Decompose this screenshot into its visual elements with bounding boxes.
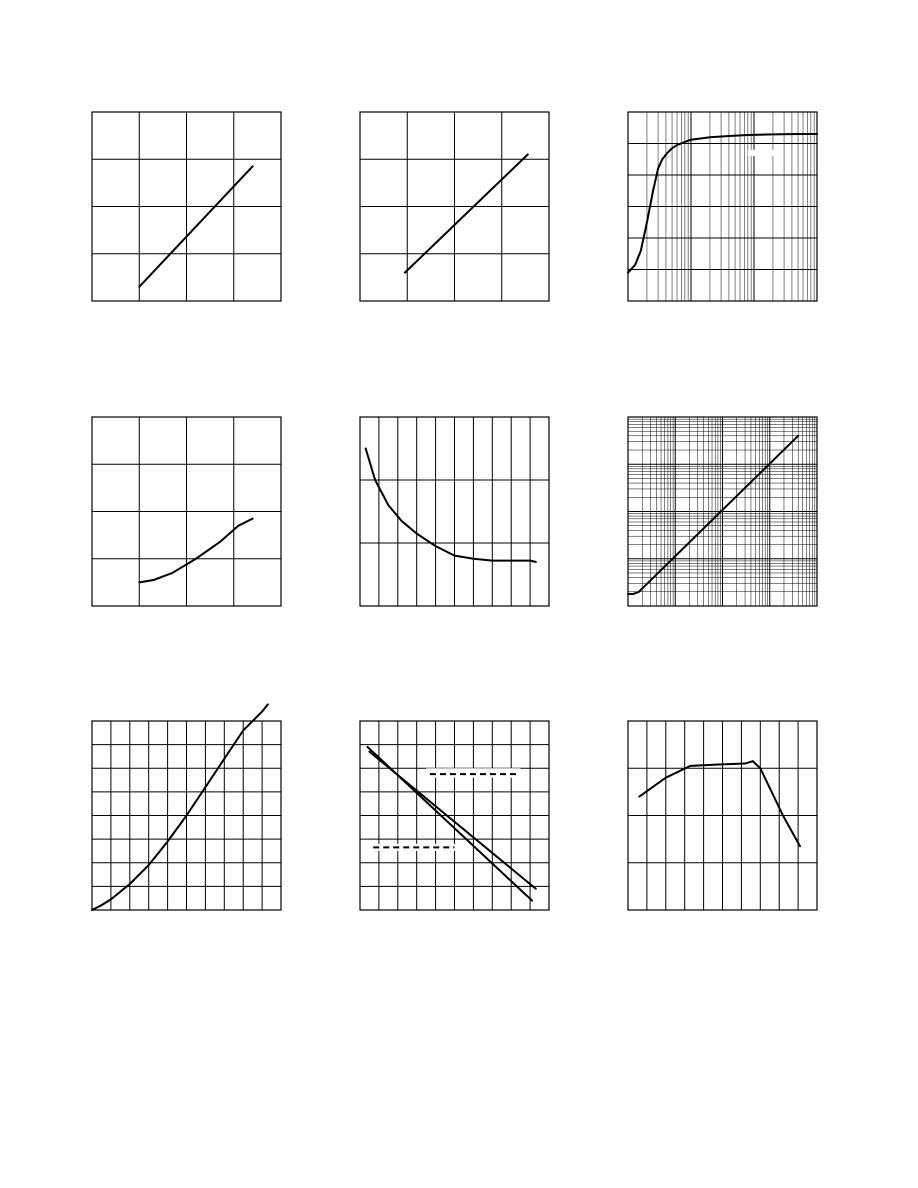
chart-svg — [92, 417, 281, 606]
label-band — [426, 768, 521, 777]
plot-3 — [628, 112, 817, 301]
series-line-1 — [366, 449, 536, 562]
series-line-1 — [92, 704, 268, 910]
plot-7 — [92, 721, 281, 910]
label-band — [748, 150, 779, 156]
series-line-1 — [139, 166, 252, 286]
plot-9 — [628, 721, 817, 910]
plot-5 — [360, 417, 549, 606]
plot-1 — [92, 112, 281, 301]
chart-svg — [360, 721, 549, 910]
chart-svg — [628, 721, 817, 910]
series-line-1 — [639, 761, 800, 846]
series-line-1 — [405, 155, 528, 273]
series-line-1 — [628, 436, 798, 594]
chart-svg — [628, 112, 817, 301]
series-line-1 — [139, 519, 252, 583]
series-line-1 — [628, 134, 817, 273]
chart-svg — [628, 417, 817, 606]
chart-svg — [92, 112, 281, 301]
plot-4 — [92, 417, 281, 606]
plot-8 — [360, 721, 549, 910]
plot-6 — [628, 417, 817, 606]
chart-svg — [360, 112, 549, 301]
plot-2 — [360, 112, 549, 301]
chart-svg — [360, 417, 549, 606]
chart-svg — [92, 721, 281, 910]
